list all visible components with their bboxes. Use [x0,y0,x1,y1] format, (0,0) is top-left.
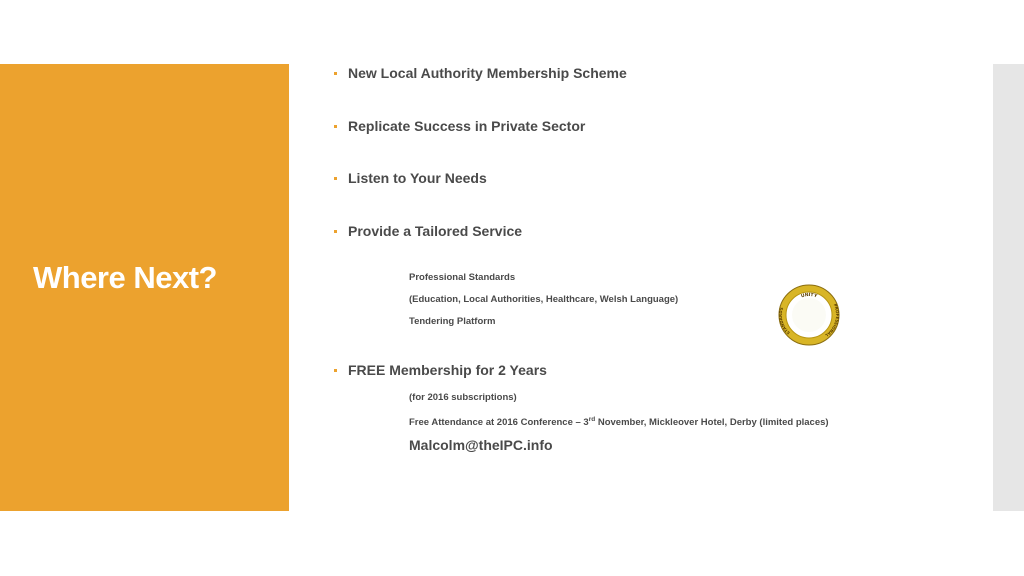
service-item: Professional Standards [409,272,516,283]
bullet-dot-icon [334,125,337,128]
side-strip [993,64,1024,511]
standards-seal-icon [778,284,840,346]
membership-note: (for 2016 subscriptions) [409,392,517,403]
bullet-dot-icon [334,230,337,233]
conference-note: Free Attendance at 2016 Conference – 3rd November, Mickleover Hotel, Derby (limited places) [409,416,829,429]
bullet-dot-icon [334,72,337,75]
bullet-item: FREE Membership for 2 Years [334,362,547,378]
svg-text:STANDARDS: STANDARDS [778,306,791,336]
contact-email[interactable]: Malcolm@theIPC.info [409,437,553,453]
svg-text:UNITY: UNITY [800,292,818,300]
bullet-item: New Local Authority Membership Scheme [334,65,627,81]
bullet-item: Replicate Success in Private Sector [334,118,585,134]
title-panel [0,64,289,511]
bullet-dot-icon [334,177,337,180]
svg-text:PROFESSIONAL: PROFESSIONAL [824,302,840,339]
service-item: (Education, Local Authorities, Healthcare, Welsh Language) [409,294,679,305]
bullet-item: Listen to Your Needs [334,170,487,186]
bullet-item: Provide a Tailored Service [334,223,522,239]
bullet-dot-icon [334,369,337,372]
slide-title: Where Next? [33,260,217,295]
service-item: Tendering Platform [409,316,496,327]
